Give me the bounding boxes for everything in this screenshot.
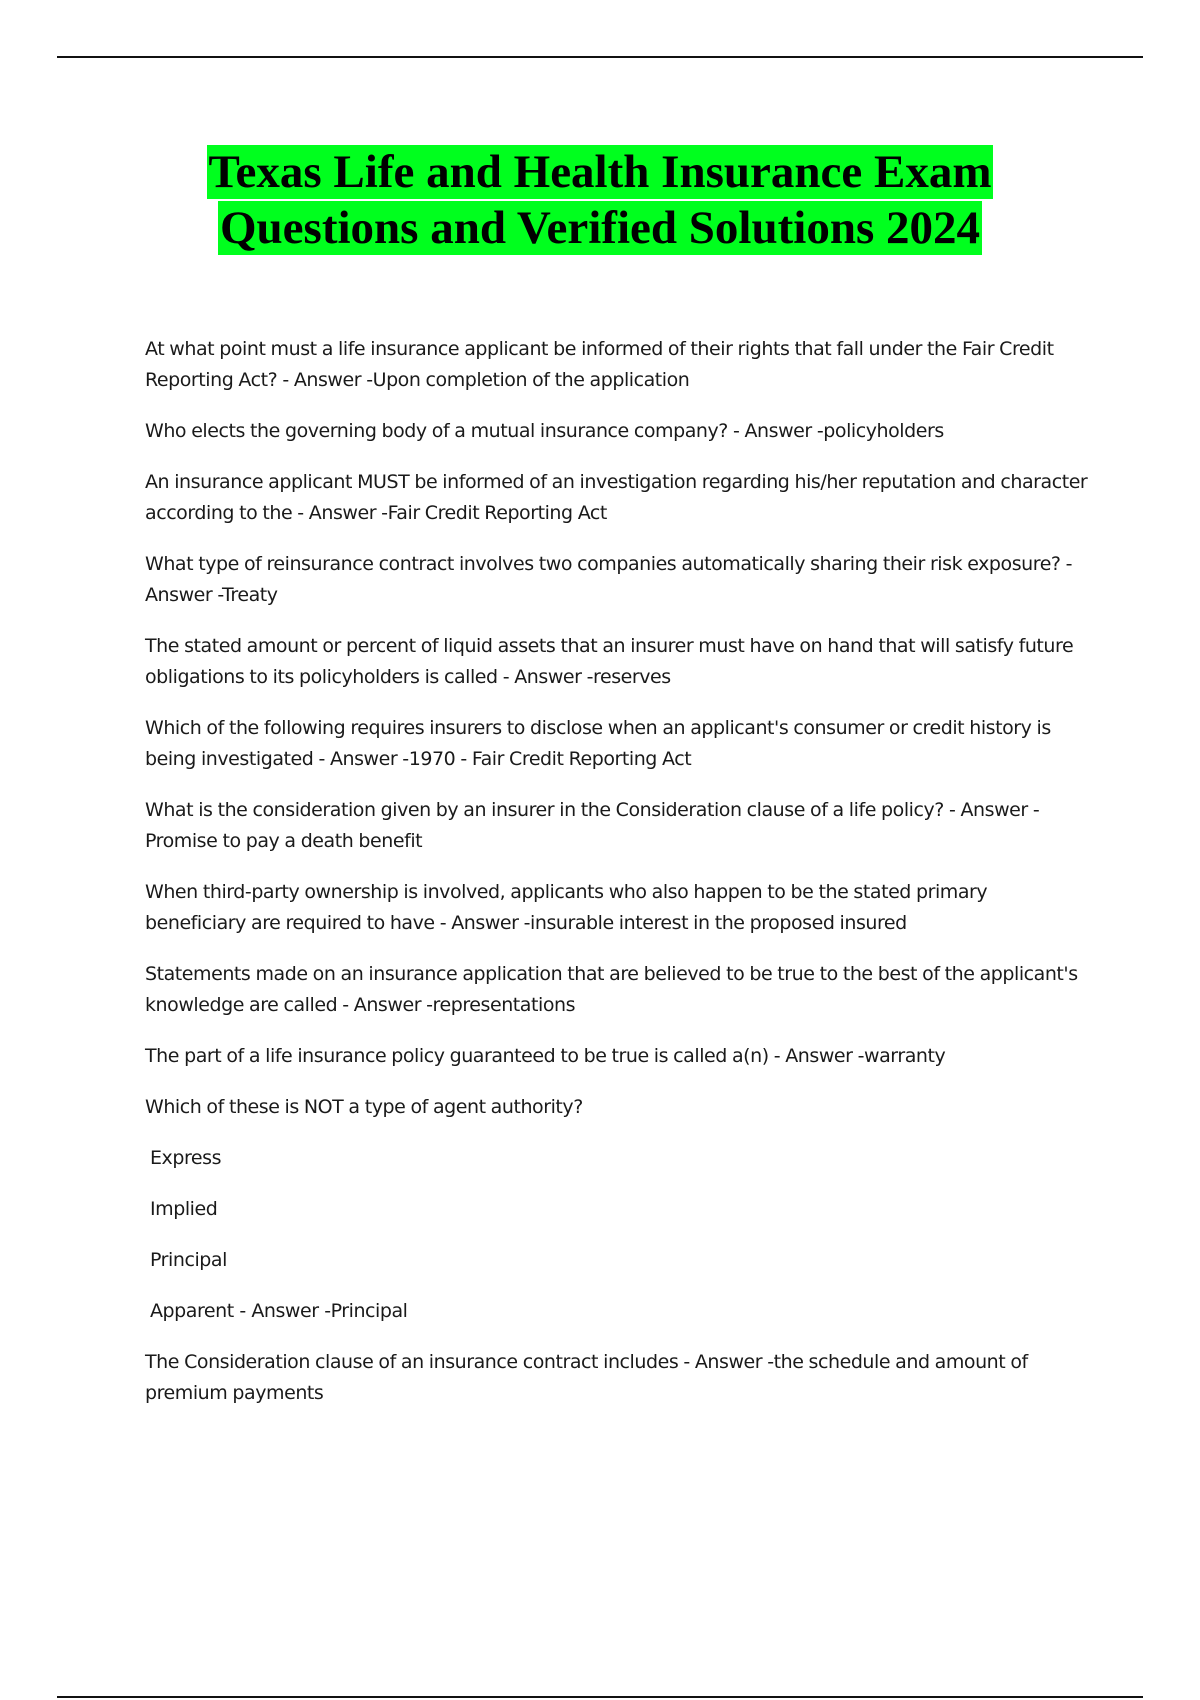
qa-item-10: The part of a life insurance policy guaranteed to be true is called a(n) - Answer -warranty — [145, 1045, 946, 1067]
answer-option-4: Apparent - Answer -Principal — [150, 1300, 408, 1322]
qa-item-9: Statements made on an insurance application that are believed to be true to the best of the applicant's knowledge are called - Answer -representations — [145, 963, 1078, 1016]
answer-option-2: Implied — [150, 1198, 218, 1220]
qa-item-4: What type of reinsurance contract involves two companies automatically sharing their risk exposure? - Answer -Treaty — [145, 553, 1073, 606]
qa-item-2: Who elects the governing body of a mutual insurance company? - Answer -policyholders — [145, 420, 944, 442]
qa-item-6: Which of the following requires insurers to disclose when an applicant's consumer or credit history is being investigated - Answer -1970 - Fair Credit Reporting Act — [145, 717, 1051, 770]
top-rule — [57, 56, 1143, 58]
document-title — [0, 145, 1200, 255]
qa-item-8: When third-party ownership is involved, applicants who also happen to be the stated primary beneficiary are required to have - Answer -insurable interest in the proposed insured — [145, 881, 988, 934]
qa-item-7: What is the consideration given by an insurer in the Consideration clause of a life policy? - Answer - Promise to pay a death benefit — [145, 799, 1040, 852]
document-body — [145, 334, 1090, 1429]
bottom-rule — [57, 1696, 1143, 1698]
title-line-1: Texas Life and Health Insurance Exam — [208, 146, 992, 198]
qa-item-3: An insurance applicant MUST be informed of an investigation regarding his/her reputation and character according to the - Answer -Fair Credit Reporting Act — [145, 471, 1088, 524]
answer-option-3: Principal — [150, 1249, 227, 1271]
answer-option-1: Express — [150, 1147, 222, 1169]
title-line-2: Questions and Verified Solutions 2024 — [219, 202, 980, 254]
qa-item-1: At what point must a life insurance applicant be informed of their rights that fall under the Fair Credit Reporting Act? - Answer -Upon completion of the application — [145, 338, 1054, 391]
qa-item-5: The stated amount or percent of liquid assets that an insurer must have on hand that will satisfy future obligations to its policyholders is called - Answer -reserves — [145, 635, 1074, 688]
qa-item-11: Which of these is NOT a type of agent authority? — [145, 1096, 583, 1118]
qa-item-12: The Consideration clause of an insurance contract includes - Answer -the schedule and amount of premium payments — [145, 1351, 1028, 1404]
